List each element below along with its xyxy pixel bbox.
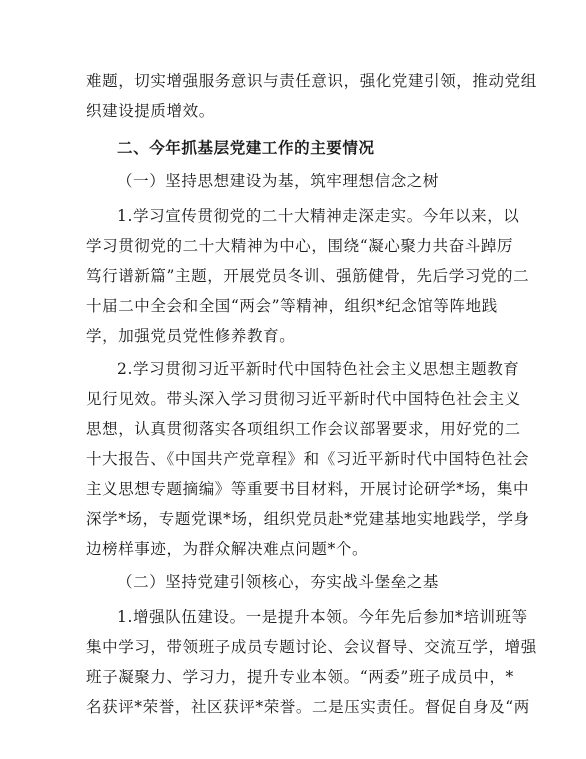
paragraph-line: 边榜样事迹，为群众解决难点问题*个。 (86, 540, 369, 558)
paragraph-line: 学习贯彻党的二十大精神为中心，围绕“凝心聚力共奋斗踔厉 (86, 237, 514, 255)
subsection-heading: （二）坚持党建引领核心，夯实战斗堡垒之基 (117, 573, 440, 591)
section-heading: 二、今年抓基层党建工作的主要情况 (117, 138, 375, 157)
paragraph-line: 织建设提质增效。 (86, 102, 215, 120)
paragraph-line: 名获评*荣誉，社区获评*荣誉。二是压实责任。督促自身及“两 (86, 698, 530, 716)
paragraph-line: 1.学习宣传贯彻党的二十大精神走深走实。今年以来，以 (117, 207, 520, 225)
paragraph-line: 1.增强队伍建设。一是提升本领。今年先后参加*培训班等 (117, 608, 528, 626)
paragraph-line: 学，加强党员党性修养教育。 (86, 327, 296, 345)
paragraph-line: 深学*场，专题党课*场，组织党员赴*党建基地实地践学，学身 (86, 510, 530, 528)
paragraph-line: 主义思想专题摘编》等重要书目材料，开展讨论研学*场，集中 (86, 480, 530, 498)
paragraph-line: 集中学习，带领班子成员专题讨论、会议督导、交流互学，增强 (86, 638, 537, 656)
paragraph-line: 难题，切实增强服务意识与责任意识，强化党建引领，推动党组 (86, 72, 537, 90)
subsection-heading: （一）坚持思想建设为基，筑牢理想信念之树 (117, 172, 440, 190)
paragraph-line: 见行见效。带头深入学习贯彻习近平新时代中国特色社会主义 (86, 390, 521, 408)
paragraph-line: 2.学习贯彻习近平新时代中国特色社会主义思想主题教育 (117, 360, 520, 378)
paragraph-line: 笃行谱新篇”主题，开展党员冬训、强筋健骨，先后学习党的二 (86, 267, 530, 285)
paragraph-line: 十届二中全会和全国“两会”等精神，组织*纪念馆等阵地践 (86, 297, 498, 315)
paragraph-line: 班子凝聚力、学习力，提升专业本领。“两委”班子成员中，* (86, 668, 514, 686)
paragraph-line: 十大报告、《中国共产党章程》和《习近平新时代中国特色社会 (86, 450, 530, 468)
paragraph-line: 思想，认真贯彻落实各项组织工作会议部署要求，用好党的二 (86, 420, 521, 438)
